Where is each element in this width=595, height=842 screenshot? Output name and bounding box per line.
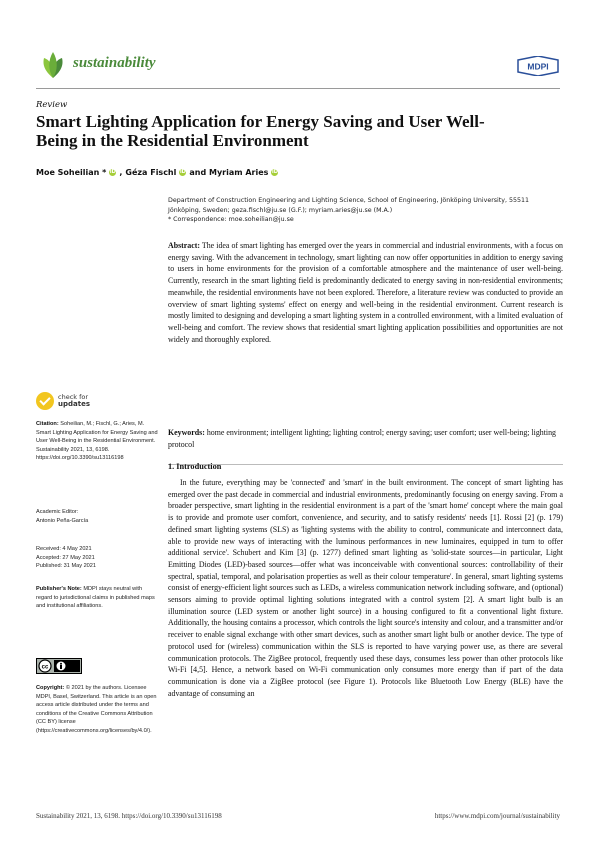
keywords-label: Keywords:: [168, 428, 205, 437]
editor-label: Academic Editor:: [36, 509, 79, 515]
footer-journal-url[interactable]: https://www.mdpi.com/journal/sustainability: [434, 812, 560, 820]
affiliation-text: Department of Construction Engineering and Lighting Science, School of Engineering, Jönköping University, 55511 Jönköping, Sweden; geza.fischl@ju.se (G.F.); myriam.aries@ju.se (M.A.): [168, 197, 530, 214]
orcid-icon[interactable]: iD: [272, 169, 278, 175]
keywords-text: home environment; intelligent lighting; lighting control; energy saving; user comfort; user well-being; lighting protocol: [168, 428, 556, 449]
cc-label: cc: [41, 664, 49, 671]
publisher-note-label: Publisher's Note:: [36, 586, 82, 592]
copyright-label: Copyright:: [36, 685, 65, 691]
introduction-paragraph: In the future, everything may be 'connected' and 'smart' in the built environment. The concept of smart lighting has emerged over the past decade in commercial and industrial environments, predominantly focusing on energy saving. From a broader perspective, smart lighting in the residential environment is a part of the 'smart home' concept where the main goal is to provide and promote user comfort, convenience, and security, and to satisfy residents' needs [1]. Rossi [2] (p. 179) defined smart lighting systems (SLS) as 'lighting systems with the ability to control, communicate and interconnect data, able to provide new ways of interacting with the luminous performances in new luminaires, equipped in turn to offer additional service'. Schubert and Kim [3] (p. 1277) defined smart lighting as 'solid-state sources—in particular, Light Emitting Diodes (LED)-based sources—offer what was inconceivable with conventional sources: controllability of their spectral, spatial, temporal, and polarisation properties as well as their colour temperature'. In general, smart lighting systems consist of energy-efficient light sources such as LEDs, a wireless communication network including software, and (optional) sensors aiming to provide optimal lighting solutions integrated with a control system [2]. A smart light bulb is an illumination source (LED system or another light source) in a housing configured to fit a conventional light fixture. Additionally, the housing contains a processor, which controls the light source's intensity and colour, and a transmitter and/or receiver to enable signal exchange with other smart devices, such as another smart light bulb or another device. The type of protocol used for (wireless) communication within the SLS is reported to have varying power use, as there are several communication protocols. The ZigBee protocol, frequently used these days, consumes less power than other protocols like Wi-Fi [4,5]. Hence, a network based on Wi-Fi communication only consumes more energy than if part of the data communication is done via a ZigBee protocol (see Figure 1). Protocols like Bluetooth Low Energy (BLE) have the advantage of consuming an: [168, 478, 563, 698]
citation-text: Soheilian, M.; Fischl, G.; Aries, M. Smart Lighting Application for Energy Saving and User Well-Being in the Residential Environment. Sustainability 2021, 13, 6198. https://doi.org/10.3390/su13116198: [36, 421, 158, 462]
received-date: Received: 4 May 2021: [36, 546, 92, 552]
publisher-note: [36, 585, 158, 611]
cc-by-license-icon[interactable]: [36, 658, 82, 674]
check-for-updates-badge[interactable]: [36, 386, 156, 416]
affiliation: [168, 196, 563, 225]
footer-citation[interactable]: Sustainability 2021, 13, 6198. https://doi.org/10.3390/su13116198: [36, 812, 222, 820]
accepted-date: Accepted: 27 May 2021: [36, 554, 95, 561]
abstract-label: Abstract:: [168, 241, 200, 250]
check-updates-text[interactable]: check for updates: [58, 392, 90, 408]
author-name[interactable]: Moe Soheilian *: [36, 168, 107, 177]
abstract-text: The idea of smart lighting has emerged over the years in commercial and industrial environments, with a focus on energy saving. With the advancement in technology, smart lighting can now offer opportunities in addition to energy saving to users in home environments for the provision of a comfortable atmosphere and the maintenance of user well-being. Currently, research in the smart lighting field is predominantly dedicated to energy saving in non-residential environments; meanwhile, the residential environments have not been explored. Therefore, a literature review was conducted to provide an overview of smart lighting systems' effect on energy and well-being in the residential environment. Current research is mostly limited to designing and developing a smart lighting system in a controlled environment, with a limited evaluation of well-being and comfort. The review shows that residential smart lighting application possibilities and opportunities are not widely and thoroughly explored.: [168, 241, 563, 344]
citation-label: Citation:: [36, 421, 59, 427]
section-heading: 1. Introduction: [168, 462, 222, 471]
svg-text:MDPI: MDPI: [527, 61, 549, 72]
journal-logo-icon: [36, 48, 70, 82]
section-divider: [168, 464, 563, 465]
orcid-icon[interactable]: iD: [109, 169, 116, 175]
copyright-text: © 2021 by the authors. Licensee MDPI, Basel, Switzerland. This article is an open access article distributed under the terms and conditions of the Creative Commons Attribution (CC BY) license (https://creativecommons.org/licenses/by/4.0/).: [36, 685, 157, 734]
header-divider: [36, 88, 560, 89]
article-type: Review: [36, 100, 68, 110]
correspondence: * Correspondence: moe.soheilian@ju.se: [168, 216, 294, 224]
published-date: Published: 31 May 2021: [36, 563, 97, 570]
publisher-note-text: MDPI stays neutral with regard to jurisdictional claims in published maps and institutional affiliations.: [36, 586, 155, 610]
journal-name: sustainability: [73, 55, 156, 71]
mdpi-logo: [516, 56, 560, 76]
editor-name: Antonio Peña-García: [36, 517, 89, 524]
author-name[interactable]: Géza Fischl: [125, 168, 177, 177]
orcid-icon[interactable]: iD: [179, 169, 186, 175]
author-name[interactable]: and Myriam Aries: [189, 168, 269, 177]
abstract: [168, 240, 563, 345]
author-list: Moe Soheilian * iD , Géza Fischl iD and Myriam Aries iD: [36, 168, 278, 177]
citation-block: [36, 420, 158, 463]
copyright-block: [36, 684, 158, 736]
article-title: Smart Lighting Application for Energy Saving and User Well-Being in the Residential Environment: [36, 112, 485, 150]
keywords: [168, 427, 563, 450]
check-updates-icon[interactable]: [36, 392, 54, 410]
academic-editor: [36, 508, 158, 525]
dates-block: [36, 545, 158, 571]
introduction-body: [168, 477, 563, 699]
